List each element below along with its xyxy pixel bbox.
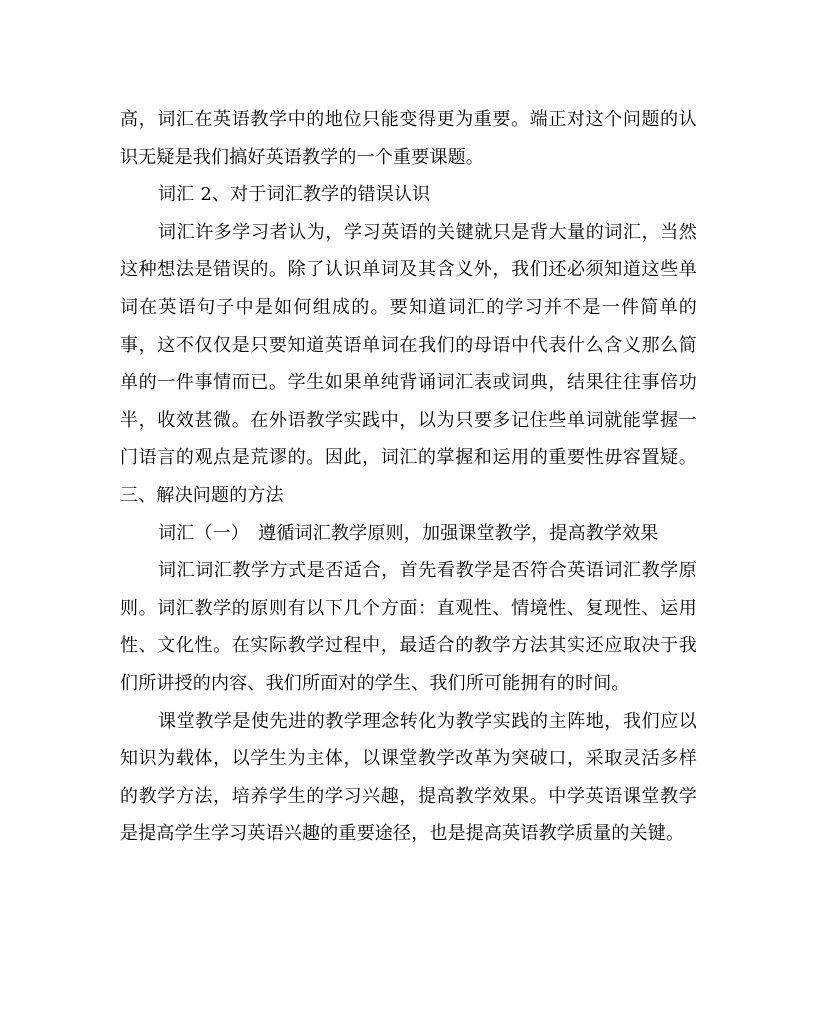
paragraph-heading-misconception: 词汇 2、对于词汇教学的错误认识 xyxy=(158,184,431,206)
paragraph-continuation: 高，词汇在英语教学中的地位只能变得更为重要。端正对这个问题的认识无疑是我们搞好英语教学的一个重要课题。 xyxy=(120,109,697,168)
paragraph-principles-body: 词汇词汇教学方式是否适合，首先看教学是否符合英语词汇教学原则。词汇教学的原则有以下几个方面：直观性、情境性、复现性、运用性、文化性。在实际教学过程中，最适合的教学方法其实还应取决于我们所讲授的内容、我们所面对的学生、我们所可能拥有的时间。 xyxy=(120,560,697,694)
paragraph-classroom-teaching: 课堂教学是使先进的教学理念转化为教学实践的主阵地，我们应以知识为载体，以学生为主体，以课堂教学改革为突破口，采取灵活多样的教学方法，培养学生的学习兴趣，提高教学效果。中学英语课堂教学是提高学生学习英语兴趣的重要途径，也是提高英语教学质量的关键。 xyxy=(120,710,697,845)
paragraph-heading-principles: 词汇（一） 遵循词汇教学原则，加强课堂教学，提高教学效果 xyxy=(158,522,659,544)
document-body xyxy=(120,101,697,853)
paragraph-misconception-body: 词汇许多学习者认为，学习英语的关键就只是背大量的词汇，当然这种想法是错误的。除了认识单词及其含义外，我们还必须知道这些单词在英语句子中是如何组成的。要知道词汇的学习并不是一件简单的事，这不仅仅是只要知道英语单词在我们的母语中代表什么含义那么简单的一件事情而已。学生如果单纯背诵词汇表或词典，结果往往事倍功半，收效甚微。在外语教学实践中，以为只要多记住些单词就能掌握一门语言的观点是荒谬的。因此，词汇的掌握和运用的重要性毋容置疑。三、解决问题的方法 xyxy=(120,221,697,506)
